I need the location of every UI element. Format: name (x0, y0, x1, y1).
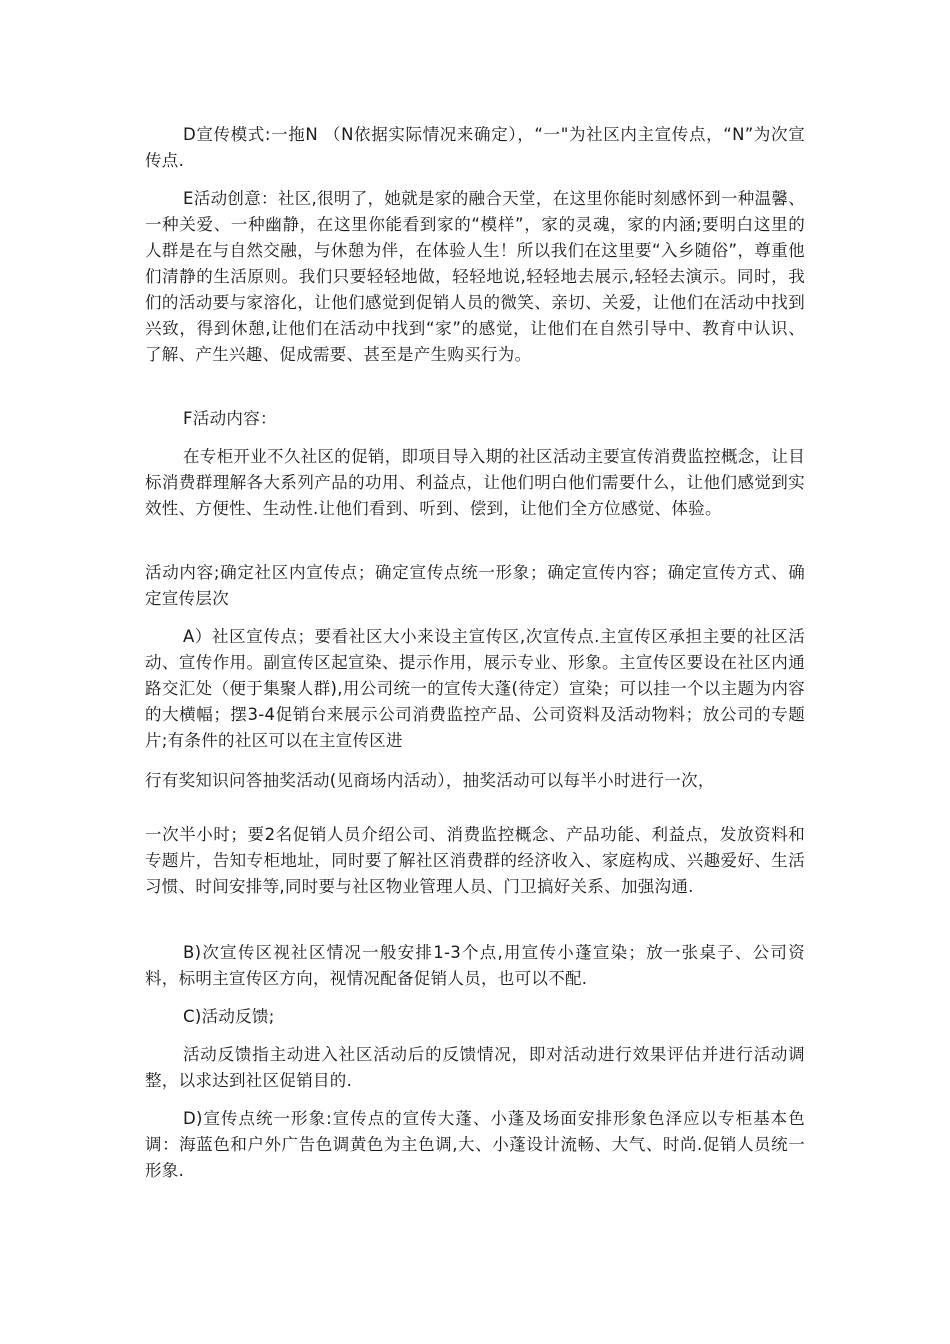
paragraph-a-continued-2: 一次半小时；要2名促销人员介绍公司、消费监控概念、产品功能、利益点，发放资料和专题片，告知专柜地址，同时要了解社区消费群的经济收入、家庭构成、兴趣爱好、生活习惯、时间安排等,同时要与社区物业管理人员、门卫搞好关系、加强沟通. (145, 825, 805, 896)
paragraph-feedback: 活动反馈指主动进入社区活动后的反馈情况，即对活动进行效果评估并进行活动调整，以求达到社区促销目的. (145, 1045, 805, 1090)
paragraph-a-continued-1: 行有奖知识问答抽奖活动(见商场内活动），抽奖活动可以每半小时进行一次， (145, 771, 715, 790)
paragraph-a-main-point: A）社区宣传点；要看社区大小来设主宣传区,次宣传点.主宣传区承担主要的社区活动、宣传作用。副宣传区起宣染、提示作用，展示专业、形象。主宣传区要设在社区内通路交汇处（便于集聚人群),用公司统一的宣传大蓬(待定）宣染；可以挂一个以主题为内容的大横幅；摆3-4促销台来展示公司消费监控产品、公司资料及活动物料；放公司的专题片;有条件的社区可以在主宣传区进 (145, 627, 805, 750)
paragraph-e-creative: E活动创意：社区,很明了，她就是家的融合天堂，在这里你能时刻感怀到一种温馨、一种关爱、一种幽静，在这里你能看到家的“模样”，家的灵魂，家的内涵;要明白这里的人群是在与自然交融，与休憩为伴，在体验人生！所以我们在这里要“入乡随俗”，尊重他们清静的生活原则。我们只要轻轻地做，轻轻地说,轻轻地去展示,轻轻去演示。同时，我们的活动要与家溶化，让他们感觉到促销人员的微笑、亲切、关爱，让他们在活动中找到兴致，得到休憩,让他们在活动中找到“家”的感觉，让他们在自然引导中、教育中认识、了解、产生兴趣、促成需要、甚至是产生购买行为。 (145, 189, 805, 364)
paragraph-c-heading: C)活动反馈; (183, 1007, 275, 1026)
paragraph-f-heading: F活动内容： (183, 409, 277, 428)
paragraph-d-image: D)宣传点统一形象:宣传点的宣传大蓬、小蓬及场面安排形象色泽应以专柜基本色调：海蓝色和户外广告色调黄色为主色调,大、小蓬设计流畅、大气、时尚.促销人员统一形象. (145, 1109, 805, 1180)
paragraph-d-mode: D宣传模式:一拖N （N依据实际情况来确定），“一"为社区内主宣传点，“N”为次宣传点. (145, 125, 805, 170)
paragraph-intro: 在专柜开业不久社区的促销，即项目导入期的社区活动主要宣传消费监控概念，让目标消费群理解各大系列产品的功用、利益点，让他们明白他们需要什么，让他们感觉到实效性、方便性、生动性.让他们看到、听到、偿到，让他们全方位感觉、体验。 (145, 447, 805, 518)
paragraph-b-secondary: B)次宣传区视社区情况一般安排1-3个点,用宣传小蓬宣染；放一张桌子、公司资料，标明主宣传区方向，视情况配备促销人员，也可以不配. (145, 943, 805, 988)
paragraph-content-list: 活动内容;确定社区内宣传点；确定宣传点统一形象；确定宣传内容；确定宣传方式、确定宣传层次 (145, 563, 805, 608)
